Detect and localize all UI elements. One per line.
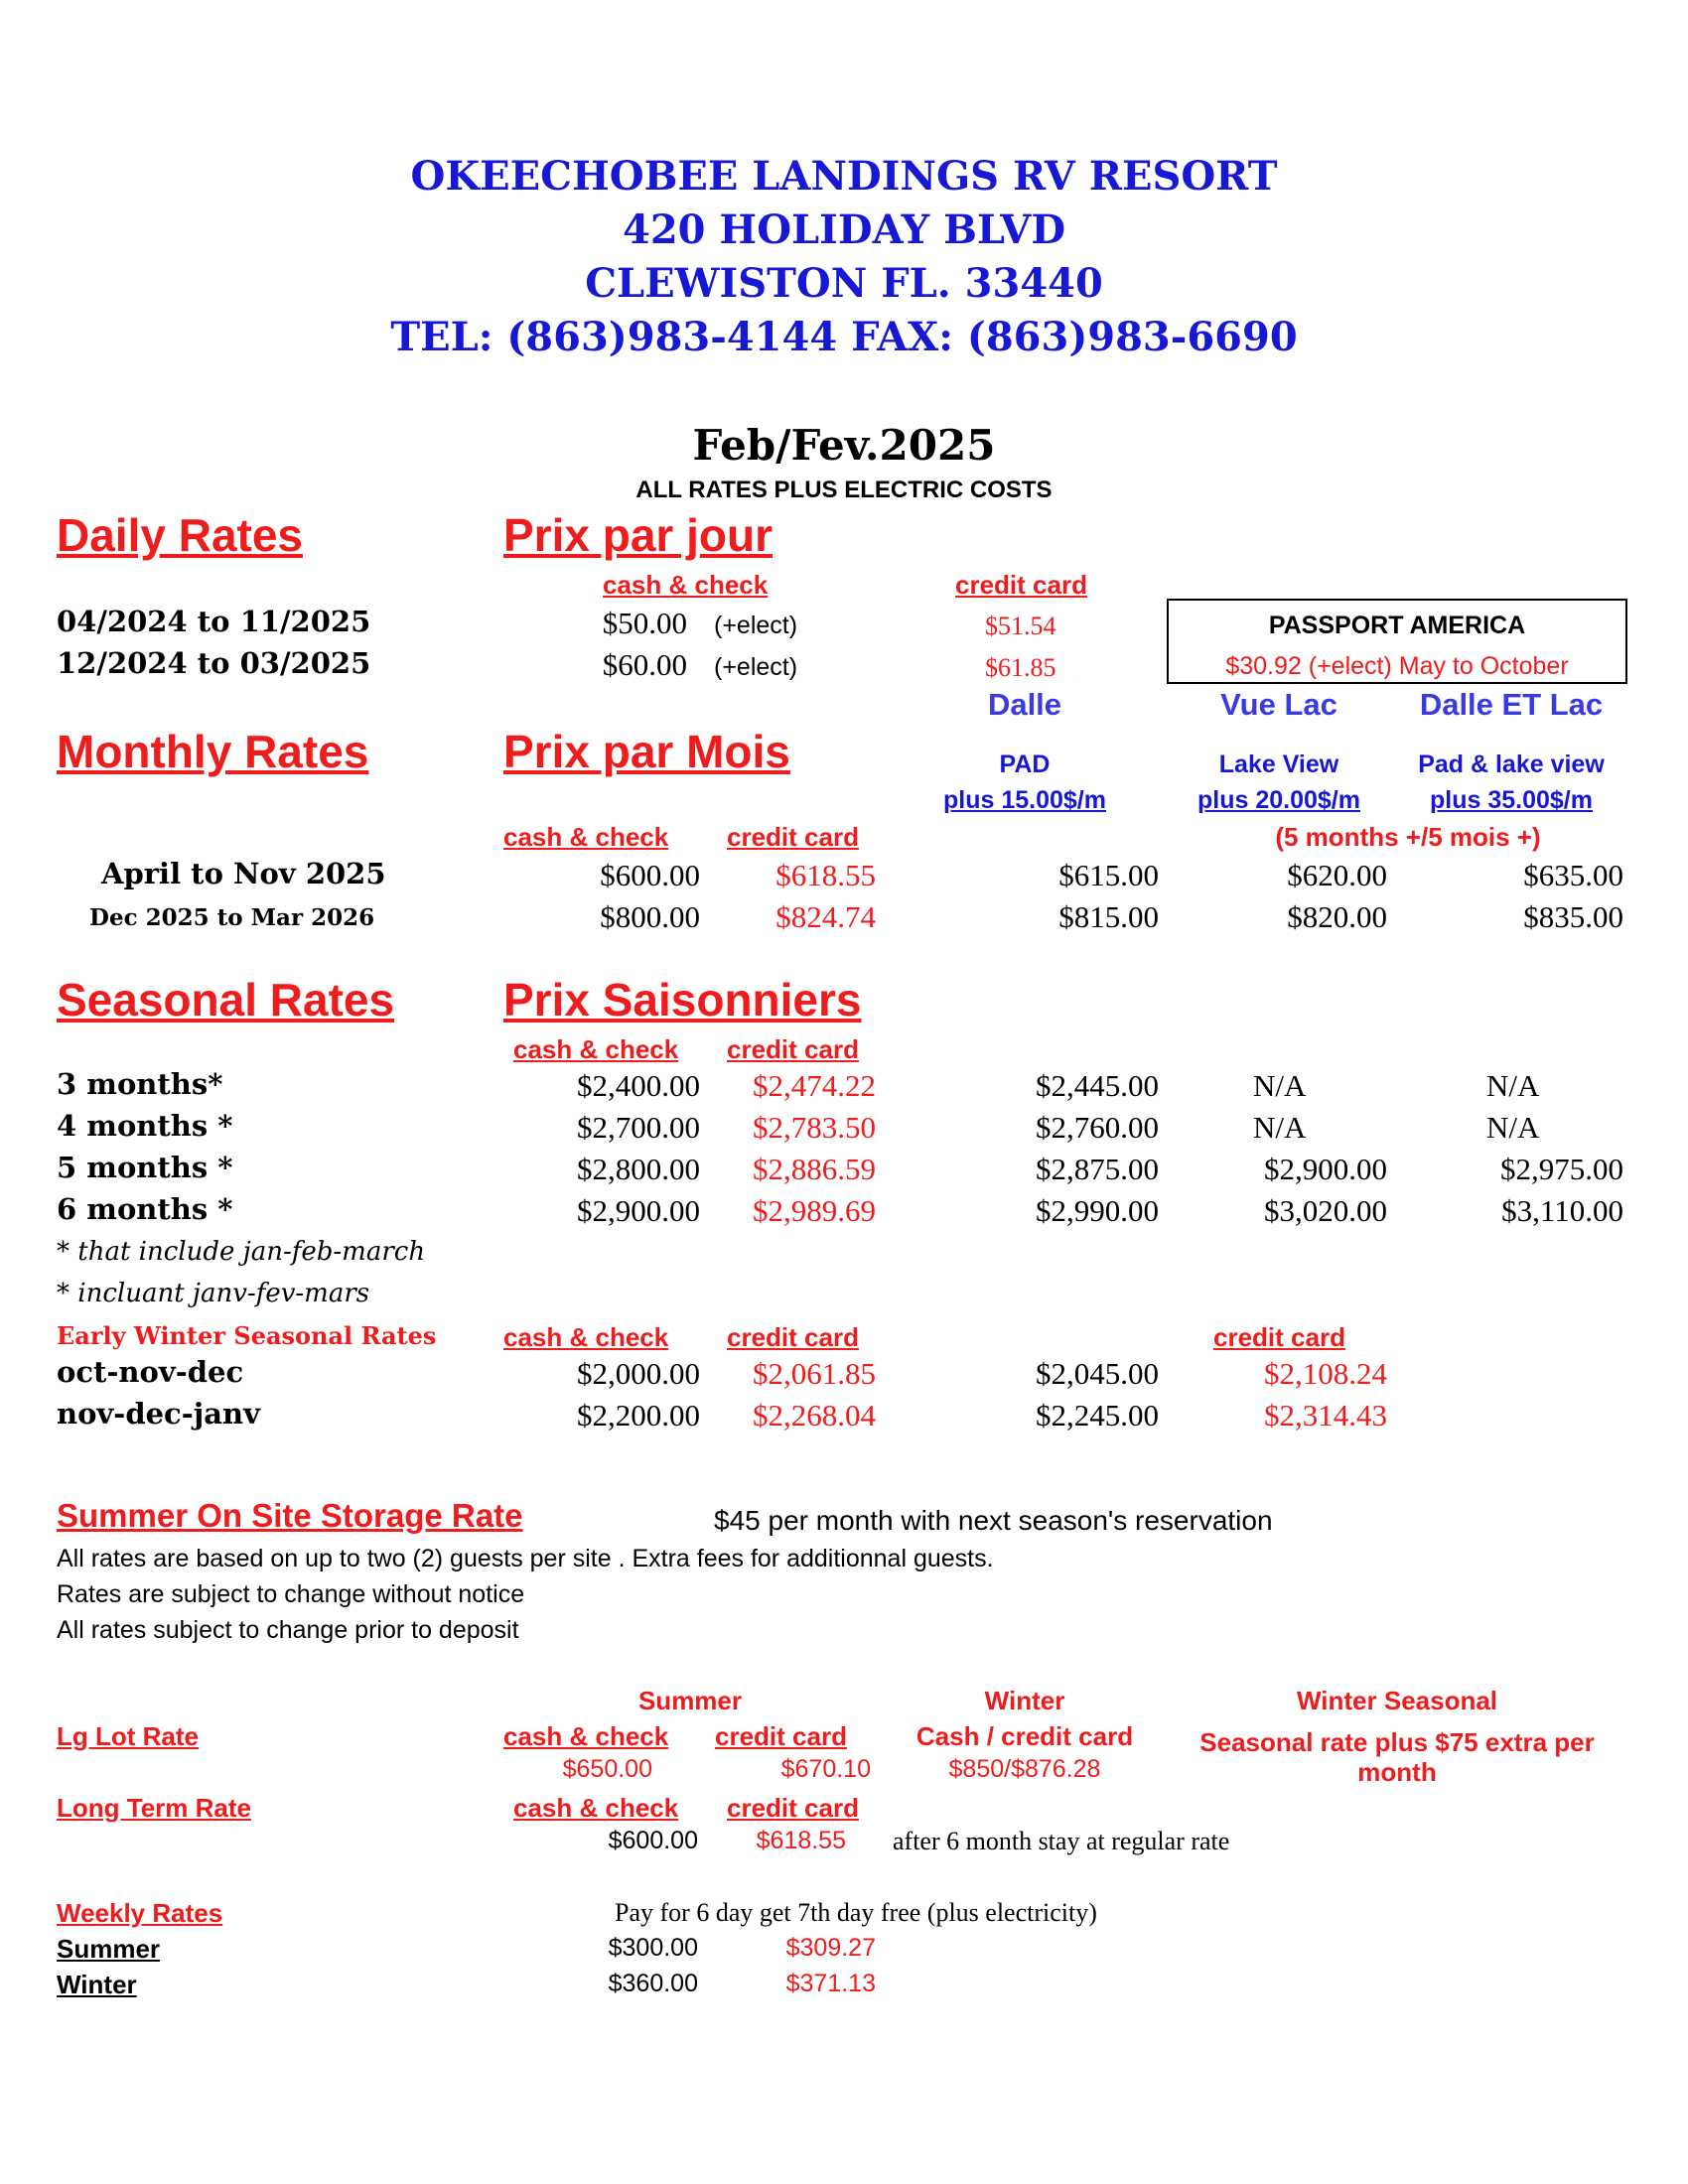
monthly-row-1-credit: $618.55 <box>775 858 876 892</box>
pad-lake-view-surcharge: plus 35.00$/m <box>1430 786 1593 814</box>
monthly-row-1-pad: $615.00 <box>1058 858 1159 892</box>
long-term-credit: $618.55 <box>756 1827 846 1854</box>
weekly-winter-credit: $371.13 <box>785 1970 876 1997</box>
passport-america-rate: $30.92 (+elect) May to October <box>1225 652 1569 680</box>
seasonal-row-2-label: 4 months * <box>57 1109 233 1143</box>
seasonal-row-4-pad: $2,990.00 <box>1036 1193 1159 1228</box>
resort-city: CLEWISTON FL. 33440 <box>585 260 1103 307</box>
lg-lot-credit: $670.10 <box>780 1755 871 1783</box>
lg-lot-winter: $850/$876.28 <box>948 1755 1101 1783</box>
deposit-note: All rates subject to change prior to deposit <box>57 1616 519 1644</box>
minimum-stay-note: (5 months +/5 mois +) <box>1275 822 1541 852</box>
lg-lot-cash-header: cash & check <box>503 1721 669 1751</box>
early-winter-row-1-pad: $2,045.00 <box>1036 1356 1159 1391</box>
early-winter-row-1-pad-credit: $2,108.24 <box>1264 1356 1387 1391</box>
seasonal-note-fr: * incluant janv-fev-mars <box>57 1279 370 1308</box>
lake-view-surcharge: plus 20.00$/m <box>1197 786 1360 814</box>
early-winter-row-2-label: nov-dec-janv <box>57 1397 260 1431</box>
daily-row-2-credit: $61.85 <box>985 653 1056 682</box>
seasonal-row-2-credit: $2,783.50 <box>753 1110 876 1145</box>
weekly-winter-label: Winter <box>57 1970 137 1999</box>
weekly-summer-cash: $300.00 <box>608 1934 698 1962</box>
long-term-cash-header: cash & check <box>513 1793 679 1823</box>
monthly-row-2-both: $835.00 <box>1523 899 1623 934</box>
daily-row-2-elect: (+elect) <box>714 653 798 681</box>
seasonal-rates-title: Seasonal Rates <box>57 974 395 1025</box>
storage-rate-value: $45 per month with next season's reservation <box>714 1505 1273 1536</box>
seasonal-cash-header: cash & check <box>513 1034 679 1064</box>
seasonal-row-1-cash: $2,400.00 <box>577 1068 700 1103</box>
seasonal-row-3-credit: $2,886.59 <box>753 1152 876 1186</box>
site-type-dalle-et-lac: Dalle ET Lac <box>1419 687 1604 722</box>
daily-rates-title-fr: Prix par jour <box>503 509 773 561</box>
monthly-row-2-label: Dec 2025 to Mar 2026 <box>89 904 375 931</box>
seasonal-rates-title-fr: Prix Saisonniers <box>503 974 862 1025</box>
lot-summer-header: Summer <box>637 1686 743 1715</box>
early-winter-row-2-pad: $2,245.00 <box>1036 1398 1159 1433</box>
seasonal-row-3-pad: $2,875.00 <box>1036 1152 1159 1186</box>
daily-row-1-cash: $50.00 <box>602 606 687 640</box>
seasonal-row-3-lake: $2,900.00 <box>1264 1152 1387 1186</box>
resort-name: OKEECHOBEE LANDINGS RV RESORT <box>410 153 1278 200</box>
seasonal-row-3-cash: $2,800.00 <box>577 1152 700 1186</box>
resort-street: 420 HOLIDAY BLVD <box>622 206 1065 253</box>
seasonal-row-2-lake: N/A <box>1253 1110 1307 1145</box>
seasonal-row-1-pad: $2,445.00 <box>1036 1068 1159 1103</box>
daily-row-2-label: 12/2024 to 03/2025 <box>57 646 371 680</box>
daily-cash-header: cash & check <box>603 570 769 600</box>
storage-rate-title: Summer On Site Storage Rate <box>57 1497 523 1534</box>
page-date-title: Feb/Fev.2025 <box>692 421 996 470</box>
seasonal-row-3-both: $2,975.00 <box>1500 1152 1623 1186</box>
passport-america-title: PASSPORT AMERICA <box>1268 612 1526 639</box>
daily-rates-title: Daily Rates <box>57 509 304 561</box>
monthly-credit-header: credit card <box>727 822 859 852</box>
seasonal-row-2-pad: $2,760.00 <box>1036 1110 1159 1145</box>
weekly-rates-title: Weekly Rates <box>57 1898 223 1928</box>
seasonal-row-4-both: $3,110.00 <box>1501 1193 1623 1228</box>
seasonal-row-1-credit: $2,474.22 <box>753 1068 876 1103</box>
winter-seasonal-line-2: month <box>1357 1757 1437 1787</box>
daily-credit-header: credit card <box>955 570 1087 600</box>
long-term-rate-title: Long Term Rate <box>57 1793 251 1823</box>
daily-row-2-cash: $60.00 <box>602 647 687 682</box>
early-winter-row-1-cash: $2,000.00 <box>577 1356 700 1391</box>
resort-phone-fax: TEL: (863)983-4144 FAX: (863)983-6690 <box>390 314 1298 360</box>
weekly-summer-label: Summer <box>57 1934 161 1964</box>
monthly-row-1-cash: $600.00 <box>600 858 700 892</box>
monthly-cash-header: cash & check <box>503 822 669 852</box>
seasonal-row-2-both: N/A <box>1486 1110 1540 1145</box>
seasonal-credit-header: credit card <box>727 1034 859 1064</box>
daily-row-1-credit: $51.54 <box>985 612 1056 640</box>
monthly-row-2-lake: $820.00 <box>1287 899 1387 934</box>
seasonal-row-4-cash: $2,900.00 <box>577 1193 700 1228</box>
site-type-lake-view: Lake View <box>1218 751 1339 778</box>
long-term-note: after 6 month stay at regular rate <box>893 1827 1230 1855</box>
seasonal-row-2-cash: $2,700.00 <box>577 1110 700 1145</box>
early-winter-row-1-label: oct-nov-dec <box>57 1355 244 1389</box>
seasonal-row-1-lake: N/A <box>1253 1068 1307 1103</box>
monthly-row-1-both: $635.00 <box>1523 858 1623 892</box>
weekly-summer-credit: $309.27 <box>785 1934 876 1962</box>
daily-row-1-label: 04/2024 to 11/2025 <box>57 605 371 638</box>
seasonal-row-1-label: 3 months* <box>57 1067 223 1101</box>
electric-costs-note: ALL RATES PLUS ELECTRIC COSTS <box>635 477 1053 503</box>
winter-seasonal-line-1: Seasonal rate plus $75 extra per <box>1199 1727 1595 1757</box>
early-winter-pad-credit-header: credit card <box>1213 1322 1345 1352</box>
seasonal-row-1-both: N/A <box>1486 1068 1540 1103</box>
site-type-dalle: Dalle <box>987 687 1062 722</box>
site-type-pad-lake-view: Pad & lake view <box>1418 751 1605 778</box>
lg-lot-winter-header: Cash / credit card <box>915 1721 1134 1751</box>
seasonal-row-4-lake: $3,020.00 <box>1264 1193 1387 1228</box>
monthly-row-1-label: April to Nov 2025 <box>101 857 386 890</box>
daily-row-1-elect: (+elect) <box>714 612 798 639</box>
monthly-row-2-cash: $800.00 <box>600 899 700 934</box>
lot-winter-seasonal-header: Winter Seasonal <box>1296 1686 1498 1715</box>
early-winter-row-2-pad-credit: $2,314.43 <box>1264 1398 1387 1433</box>
long-term-credit-header: credit card <box>727 1793 859 1823</box>
passport-america-box <box>1167 599 1627 684</box>
monthly-row-1-lake: $620.00 <box>1287 858 1387 892</box>
early-winter-credit-header: credit card <box>727 1322 859 1352</box>
early-winter-title: Early Winter Seasonal Rates <box>57 1321 437 1350</box>
lg-lot-credit-header: credit card <box>715 1721 847 1751</box>
monthly-rates-title-fr: Prix par Mois <box>503 726 790 777</box>
pad-surcharge: plus 15.00$/m <box>943 786 1106 814</box>
seasonal-note-en: * that include jan-feb-march <box>57 1237 426 1267</box>
early-winter-row-2-cash: $2,200.00 <box>577 1398 700 1433</box>
lot-winter-header: Winter <box>984 1686 1065 1715</box>
early-winter-cash-header: cash & check <box>503 1322 669 1352</box>
early-winter-row-1-credit: $2,061.85 <box>753 1356 876 1391</box>
early-winter-row-2-credit: $2,268.04 <box>753 1398 876 1433</box>
seasonal-row-3-label: 5 months * <box>57 1151 233 1184</box>
long-term-cash: $600.00 <box>608 1827 698 1854</box>
seasonal-row-4-credit: $2,989.69 <box>753 1193 876 1228</box>
site-type-pad: PAD <box>999 751 1051 778</box>
weekly-rates-note: Pay for 6 day get 7th day free (plus electricity) <box>615 1898 1097 1927</box>
site-type-vue-lac: Vue Lac <box>1220 687 1337 722</box>
weekly-winter-cash: $360.00 <box>608 1970 698 1997</box>
monthly-row-2-pad: $815.00 <box>1058 899 1159 934</box>
seasonal-row-4-label: 6 months * <box>57 1192 233 1226</box>
monthly-row-2-credit: $824.74 <box>775 899 876 934</box>
change-notice-note: Rates are subject to change without notice <box>57 1580 525 1608</box>
guests-note: All rates are based on up to two (2) guests per site . Extra fees for additionnal guests. <box>57 1545 994 1572</box>
monthly-rates-title: Monthly Rates <box>57 726 369 777</box>
lg-lot-cash: $650.00 <box>562 1755 652 1783</box>
lg-lot-rate-title: Lg Lot Rate <box>57 1721 199 1751</box>
